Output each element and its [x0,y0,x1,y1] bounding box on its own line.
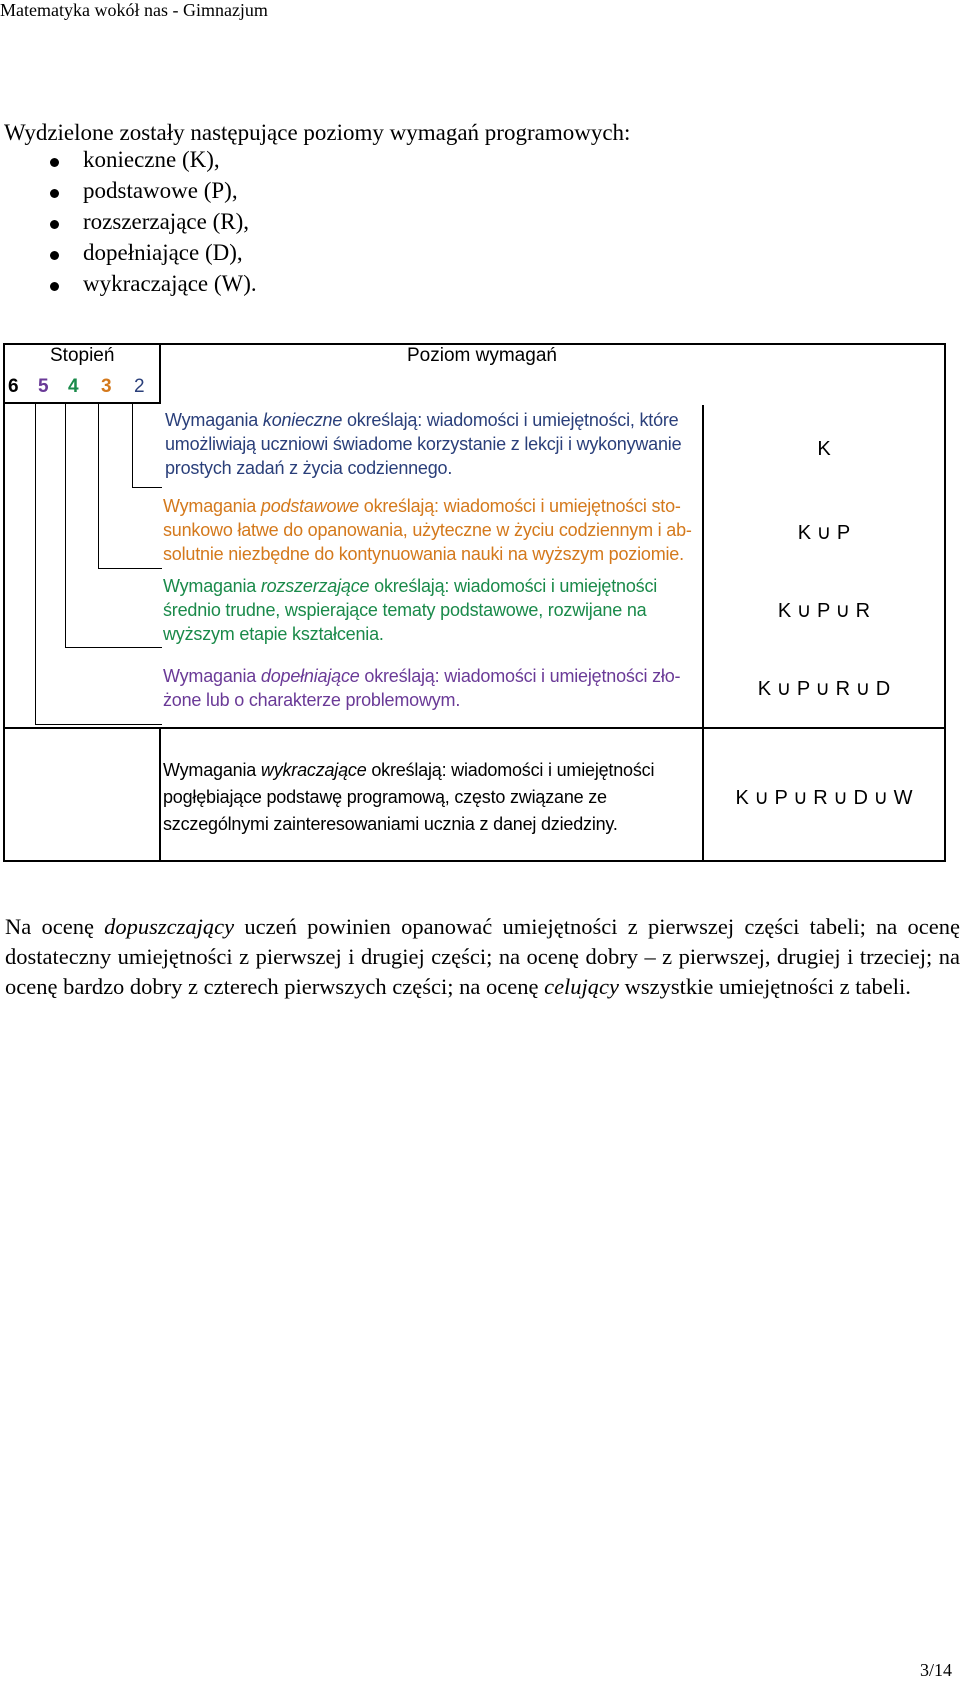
bracket-line [98,404,99,569]
table-border [3,860,946,862]
bracket-line [35,404,36,725]
bullet-icon [50,158,59,167]
symbol-kpr: K ∪ P ∪ R [777,600,871,622]
table-border [702,405,704,862]
table-border [3,402,161,404]
bracket-line [132,404,133,488]
bullet-icon [50,251,59,260]
requirement-rozszerzajace: Wymagania rozszerzające określają: wiadomości i umiejętności średnio trudne, wspierające tematy podstawowe, rozwijane na wyższym etapie kształcenia. [163,576,658,644]
poziom-header: Poziom wymagań [407,345,557,366]
requirement-podstawowe: Wymagania podstawowe określają: wiadomości i umiejętności sto-sunkowo łatwe do opanowania, użyteczne w życiu codziennym i ab-solutnie niezbędne do kontynuowania nauki na wyższym poziomie. [163,496,692,564]
bullet-icon [50,189,59,198]
bracket-line [65,404,66,648]
grade-4: 4 [68,376,79,397]
grade-5: 5 [38,376,49,397]
bracket-line [35,724,162,725]
table-border [3,343,5,862]
stopien-header: Stopień [50,345,115,366]
document-header: Matematyka wokół nas - Gimnazjum [0,0,268,20]
symbol-kp: K ∪ P [797,522,851,544]
bracket-line [132,487,162,488]
table-border [159,727,161,862]
requirement-wykraczajace: Wymagania wykraczające określają: wiadomości i umiejętności pogłębiające podstawę programową, często związane ze szczególnymi zainteresowaniami ucznia z danej dziedziny. [163,760,655,834]
grade-6: 6 [8,376,19,397]
symbol-kprdw: K ∪ P ∪ R ∪ D ∪ W [735,787,913,809]
bullet-icon [50,282,59,291]
table-border [944,343,946,862]
requirement-konieczne: Wymagania konieczne określają: wiadomości i umiejętności, które umożliwiają uczniowi świadome korzystanie z lekcji i wykonywanie prostych zadań z życia codziennego. [165,410,682,478]
table-border [3,343,946,345]
page-number: 3/14 [920,1660,953,1680]
table-border [3,727,946,729]
grade-3: 3 [101,376,112,397]
symbol-k: K [817,438,831,460]
requirement-dopelniajace: Wymagania dopełniające określają: wiadomości i umiejętności zło-żone lub o charakterze problemowym. [163,666,681,710]
intro-text: Wydzielone zostały następujące poziomy wymagań programowych: [4,120,631,145]
symbol-kprd: K ∪ P ∪ R ∪ D [757,678,891,700]
bracket-line [65,647,162,648]
grading-paragraph: Na ocenę dopuszczający uczeń powinien opanować umiejętności z pierwszej części tabeli; na ocenę dostateczny umiejętności z pierwszej i drugiej części; na ocenę dobry – z pierwszej, drugiej i trzeciej; na ocenę bardzo dobry z czterech pierwszych części; na ocenę celujący wszystkie umiejętności z tabeli. [5,914,960,999]
grade-2: 2 [134,376,145,397]
bullet-icon [50,220,59,229]
bracket-line [98,568,162,569]
table-border [159,343,161,403]
